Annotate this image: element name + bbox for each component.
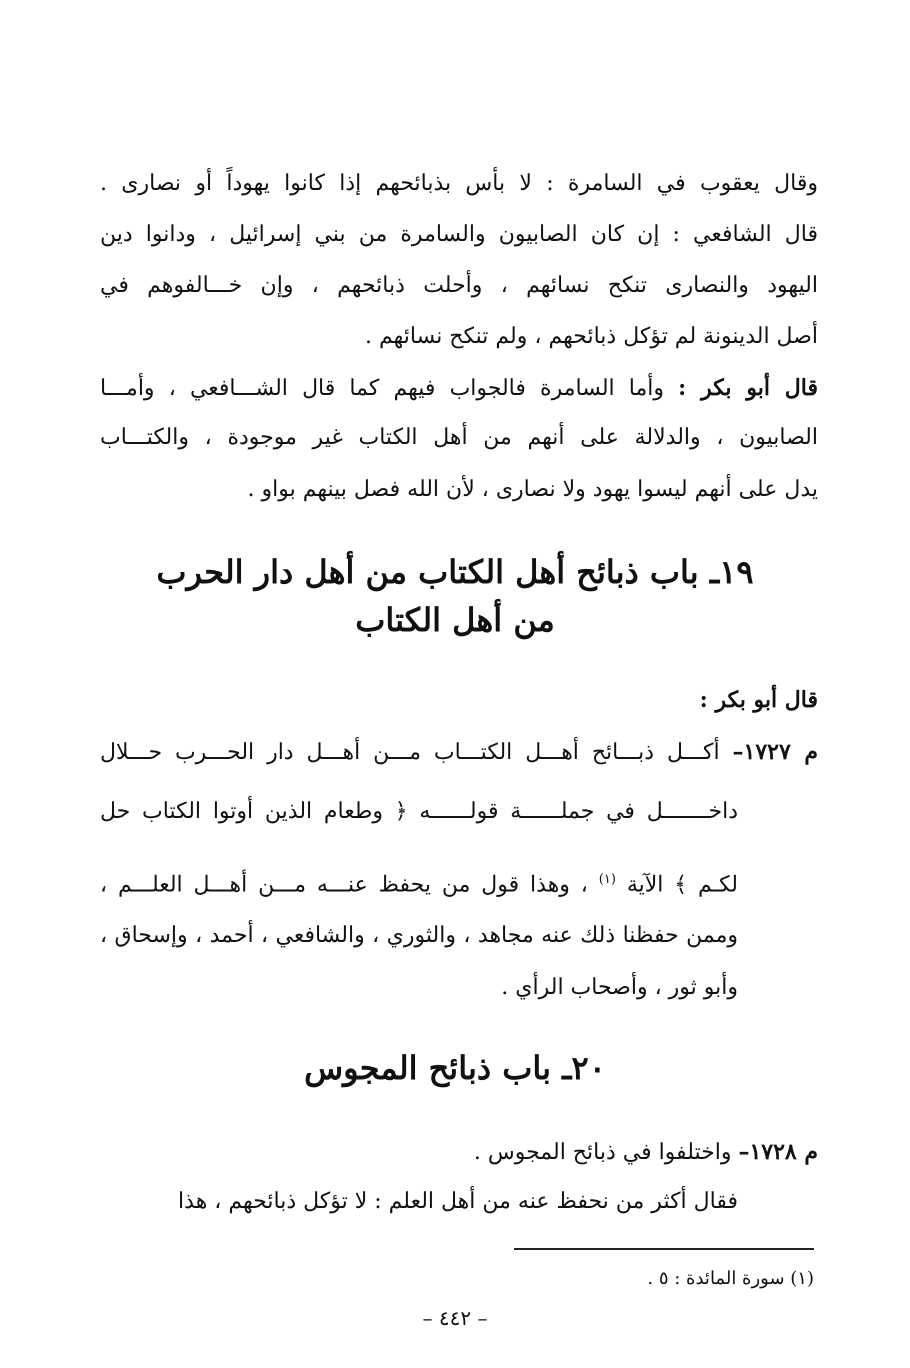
chapter-19-heading-line-1: ١٩ـ باب ذبائح أهل الكتاب من أهل دار الحرب (156, 553, 754, 591)
abubakr-paragraph-line-1 (100, 372, 818, 405)
masala-1727-line-4: وممن حفظنا ذلك عنه مجاهد ، والثوري ، والشافعي ، أحمد ، وإسحاق ، (100, 923, 738, 948)
page-number: – ٤٤٢ – (422, 1306, 488, 1330)
masala-1727-line3-text: ، وهذا قول من يحفظ عنـــه مـــن أهـــل العلـــم ، (100, 872, 588, 898)
chapter-19-heading-line-2: من أهل الكتاب (355, 601, 555, 639)
masala-1728-text: واختلفوا في ذبائح المجوس . (473, 1140, 732, 1165)
footnote-text: (١) سورة المائدة : ٥ . (647, 1268, 814, 1289)
footnote-separator (514, 1248, 814, 1250)
masala-1727-line1-text: أكـــل ذبـــائح أهـــل الكتـــاب مـــن أهـــل دار الحـــرب حـــلال (100, 740, 720, 765)
masala-1728-line-1 (474, 1136, 818, 1169)
masala-1727-line-5: وأبو ثور ، وأصحاب الرأي . (501, 975, 738, 1000)
text-line-2: قال الشافعي : إن كان الصابيون والسامرة من بني إسرائيل ، ودانوا دين (100, 222, 818, 247)
abubakr-paragraph-line-2: الصابيون ، والدلالة على أنهم من أهل الكتاب غير موجودة ، والكتـــاب (100, 425, 818, 450)
masala-number-1728: م ١٧٢٨– (738, 1139, 818, 1165)
abubakr-paragraph-line-3: يدل على أنهم ليسوا يهود ولا نصارى ، لأن الله فصل بينهم بواو . (247, 477, 818, 502)
abubakr-line1-text: وأما السامرة فالجواب فيهم كما قال الشـــافعي ، وأمـــا (100, 376, 665, 401)
masala-1728-line-2: فقال أكثر من نحفظ عنه من أهل العلم : لا تؤكل ذبائحهم ، هذا (178, 1189, 738, 1214)
masala-1727-line-1 (100, 736, 818, 769)
qala-abubakr-label: قال أبو بكر : (699, 687, 818, 713)
speaker-label: قال أبو بكر : (678, 375, 818, 401)
text-line-1: وقال يعقوب في السامرة : لا بأس بذبائحهم إذا كانوا يهوداً أو نصارى . (100, 171, 818, 196)
masala-number-1727: م ١٧٢٧– (732, 739, 818, 765)
quran-verse-end: لكـم ﴾ الآية (626, 872, 738, 898)
masala-1727-line-3 (100, 864, 738, 901)
chapter-20-heading: ٢٠ـ باب ذبائح المجوس (304, 1049, 606, 1087)
footnote-reference: (١) (598, 872, 616, 887)
masala-1727-line-2: داخـــــــل في جملــــــة قولــــــه ﴿ وطعام الذين أوتوا الكتاب حل (100, 799, 738, 824)
text-line-4: أصل الدينونة لم تؤكل ذبائحهم ، ولم تنكح نسائهم . (364, 324, 818, 349)
text-line-3: اليهود والنصارى تنكح نسائهم ، وأحلت ذبائحهم ، وإن خـــالفوهم في (100, 273, 818, 298)
